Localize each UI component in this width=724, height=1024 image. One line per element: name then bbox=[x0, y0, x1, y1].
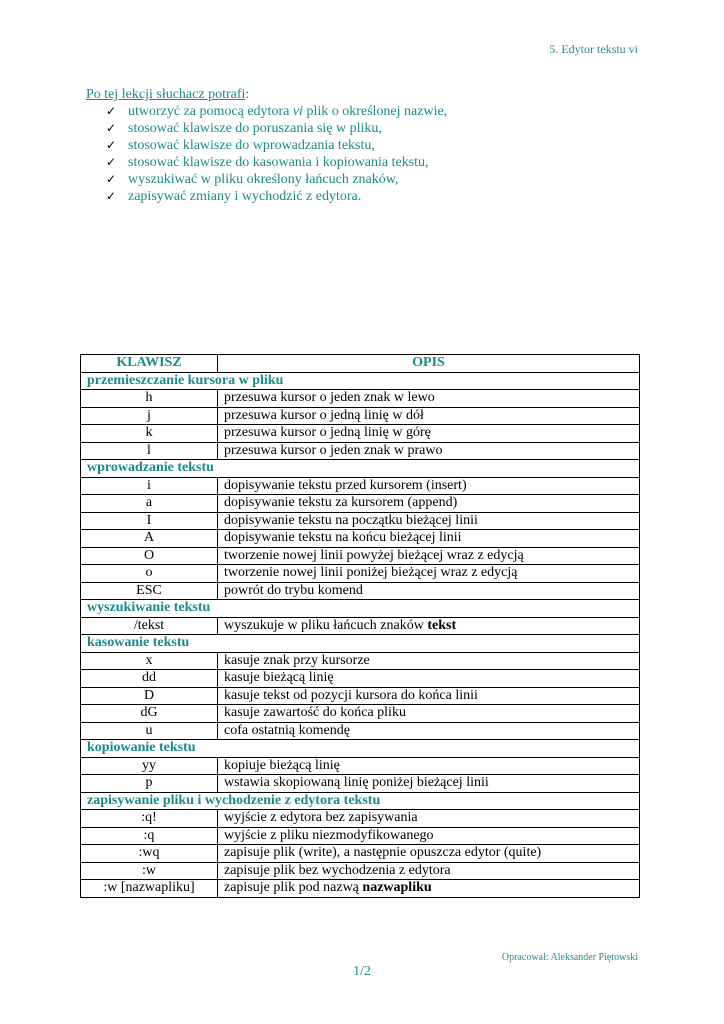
table-row bbox=[81, 722, 640, 740]
table-row bbox=[81, 407, 640, 425]
desc-text: dopisywanie tekstu przed kursorem (insert) bbox=[224, 477, 467, 493]
objective-text: utworzyć za pomocą edytora bbox=[128, 104, 293, 119]
desc-text: tworzenie nowej linii poniżej bieżącej wraz z edycją bbox=[224, 565, 518, 581]
desc-cell bbox=[218, 810, 640, 828]
table-row bbox=[81, 390, 640, 408]
desc-cell bbox=[218, 442, 640, 460]
desc-text: wstawia skopiowaną linię poniżej bieżącej linii bbox=[224, 775, 489, 791]
desc-text: kasuje zawartość do końca pliku bbox=[224, 705, 406, 721]
desc-cell bbox=[218, 880, 640, 898]
key-cell: j bbox=[81, 407, 218, 425]
table-row bbox=[81, 827, 640, 845]
desc-text: zapisuje plik bez wychodzenia z edytora bbox=[224, 862, 451, 878]
desc-cell bbox=[218, 827, 640, 845]
desc-cell bbox=[218, 722, 640, 740]
desc-cell bbox=[218, 845, 640, 863]
table-row bbox=[81, 477, 640, 495]
desc-text: przesuwa kursor o jeden znak w prawo bbox=[224, 442, 443, 458]
desc-cell bbox=[218, 775, 640, 793]
desc-cell bbox=[218, 425, 640, 443]
objectives-intro-line bbox=[86, 86, 646, 103]
header-key: KLAWISZ bbox=[81, 355, 218, 373]
desc-cell bbox=[218, 477, 640, 495]
table-row bbox=[81, 617, 640, 635]
key-cell: k bbox=[81, 425, 218, 443]
check-mark-icon: ✓ bbox=[106, 138, 117, 152]
objective-item bbox=[106, 120, 646, 137]
key-cell: D bbox=[81, 687, 218, 705]
key-cell: h bbox=[81, 390, 218, 408]
table-row bbox=[81, 547, 640, 565]
check-mark-icon: ✓ bbox=[106, 189, 117, 203]
objective-item bbox=[106, 154, 646, 171]
desc-cell bbox=[218, 512, 640, 530]
desc-cell bbox=[218, 757, 640, 775]
table-row bbox=[81, 775, 640, 793]
desc-text: wyjście z edytora bez zapisywania bbox=[224, 810, 418, 826]
key-cell: a bbox=[81, 495, 218, 513]
table-row bbox=[81, 495, 640, 513]
desc-cell bbox=[218, 495, 640, 513]
key-cell: :w bbox=[81, 862, 218, 880]
vi-keys-table bbox=[80, 354, 640, 898]
objective-text: stosować klawisze do wprowadzania tekstu, bbox=[128, 138, 375, 153]
desc-text: kasuje tekst od pozycji kursora do końca linii bbox=[224, 687, 478, 703]
objectives-intro-suffix: : bbox=[245, 87, 250, 102]
table-header-row bbox=[81, 355, 640, 373]
footer-author: Opracował: Aleksander Piętowski bbox=[501, 952, 638, 963]
section-title: zapisywanie pliku i wychodzenie z edytora tekstu bbox=[81, 792, 640, 810]
key-cell: :q bbox=[81, 827, 218, 845]
desc-text: dopisywanie tekstu na końcu bieżącej linii bbox=[224, 530, 462, 546]
table-row bbox=[81, 757, 640, 775]
check-mark-icon: ✓ bbox=[106, 104, 117, 118]
key-cell: yy bbox=[81, 757, 218, 775]
desc-cell bbox=[218, 547, 640, 565]
desc-cell bbox=[218, 617, 640, 635]
desc-text: zapisuje plik (write), a następnie opuszcza edytor (quite) bbox=[224, 845, 542, 861]
page-header-title: 5. Edytor tekstu vi bbox=[549, 42, 638, 56]
desc-text: dopisywanie tekstu na początku bieżącej linii bbox=[224, 512, 478, 528]
objective-text: stosować klawisze do kasowania i kopiowania tekstu, bbox=[128, 155, 429, 170]
table-row bbox=[81, 442, 640, 460]
table-row bbox=[81, 845, 640, 863]
section-title: kasowanie tekstu bbox=[81, 635, 640, 653]
desc-text: przesuwa kursor o jeden znak w lewo bbox=[224, 390, 435, 406]
key-cell: dd bbox=[81, 670, 218, 688]
desc-bold: tekst bbox=[427, 617, 457, 633]
section-row bbox=[81, 372, 640, 390]
objective-item bbox=[106, 171, 646, 188]
section-row bbox=[81, 792, 640, 810]
desc-text: wyjście z pliku niezmodyfikowanego bbox=[224, 827, 434, 843]
desc-cell bbox=[218, 652, 640, 670]
table-row bbox=[81, 880, 640, 898]
check-mark-icon: ✓ bbox=[106, 172, 117, 186]
key-cell: dG bbox=[81, 705, 218, 723]
key-cell: x bbox=[81, 652, 218, 670]
section-row bbox=[81, 740, 640, 758]
key-cell: :wq bbox=[81, 845, 218, 863]
key-cell: u bbox=[81, 722, 218, 740]
desc-text: kopiuje bieżącą linię bbox=[224, 757, 340, 773]
desc-cell bbox=[218, 565, 640, 583]
desc-text: kasuje znak przy kursorze bbox=[224, 652, 370, 668]
desc-text: wyszukuje w pliku łańcuch znaków bbox=[224, 617, 428, 633]
objectives-list bbox=[86, 103, 646, 205]
objective-text: stosować klawisze do poruszania się w pliku, bbox=[128, 121, 382, 136]
lesson-objectives bbox=[86, 86, 646, 205]
table-row bbox=[81, 670, 640, 688]
key-cell: p bbox=[81, 775, 218, 793]
section-row bbox=[81, 460, 640, 478]
desc-text: przesuwa kursor o jedną linię w dół bbox=[224, 407, 424, 423]
section-title: wyszukiwanie tekstu bbox=[81, 600, 640, 618]
desc-cell bbox=[218, 530, 640, 548]
objective-text: zapisywać zmiany i wychodzić z edytora. bbox=[128, 189, 362, 204]
objectives-intro: Po tej lekcji słuchacz potrafi bbox=[86, 87, 246, 102]
desc-text: zapisuje plik pod nazwą bbox=[224, 880, 363, 896]
section-row bbox=[81, 600, 640, 618]
section-row bbox=[81, 635, 640, 653]
key-cell: /tekst bbox=[81, 617, 218, 635]
key-cell: o bbox=[81, 565, 218, 583]
key-cell: :w [nazwapliku] bbox=[81, 880, 218, 898]
key-cell: I bbox=[81, 512, 218, 530]
desc-text: przesuwa kursor o jedną linię w górę bbox=[224, 425, 431, 441]
table-row bbox=[81, 425, 640, 443]
key-cell: i bbox=[81, 477, 218, 495]
table-body bbox=[81, 372, 640, 897]
section-title: przemieszczanie kursora w pliku bbox=[81, 372, 640, 390]
key-cell: l bbox=[81, 442, 218, 460]
desc-bold: nazwapliku bbox=[362, 880, 432, 896]
objective-item bbox=[106, 137, 646, 154]
check-mark-icon: ✓ bbox=[106, 155, 117, 169]
section-title: wprowadzanie tekstu bbox=[81, 460, 640, 478]
check-mark-icon: ✓ bbox=[106, 121, 117, 135]
desc-text: powrót do trybu komend bbox=[224, 582, 363, 598]
desc-cell bbox=[218, 390, 640, 408]
page-number: 1/2 bbox=[353, 964, 371, 979]
key-cell: ESC bbox=[81, 582, 218, 600]
table-row bbox=[81, 565, 640, 583]
table-row bbox=[81, 652, 640, 670]
desc-text: cofa ostatnią komendę bbox=[224, 722, 350, 738]
desc-cell bbox=[218, 582, 640, 600]
objective-item bbox=[106, 188, 646, 205]
section-title: kopiowanie tekstu bbox=[81, 740, 640, 758]
table-row bbox=[81, 810, 640, 828]
desc-cell bbox=[218, 862, 640, 880]
desc-text: tworzenie nowej linii powyżej bieżącej wraz z edycją bbox=[224, 547, 524, 563]
table-row bbox=[81, 705, 640, 723]
table-row bbox=[81, 512, 640, 530]
desc-cell bbox=[218, 670, 640, 688]
objective-text: wyszukiwać w pliku określony łańcuch znaków, bbox=[128, 172, 399, 187]
objective-item bbox=[106, 103, 646, 120]
table-row bbox=[81, 582, 640, 600]
key-cell: O bbox=[81, 547, 218, 565]
desc-cell bbox=[218, 407, 640, 425]
table-row bbox=[81, 530, 640, 548]
desc-text: dopisywanie tekstu za kursorem (append) bbox=[224, 495, 458, 511]
desc-cell bbox=[218, 687, 640, 705]
table-row bbox=[81, 687, 640, 705]
desc-cell bbox=[218, 705, 640, 723]
key-cell: A bbox=[81, 530, 218, 548]
table-row bbox=[81, 862, 640, 880]
objective-text-after: plik o określonej nazwie, bbox=[302, 104, 448, 119]
key-cell: :q! bbox=[81, 810, 218, 828]
desc-text: kasuje bieżącą linię bbox=[224, 670, 334, 686]
objective-emphasis: vi bbox=[292, 104, 303, 119]
header-desc: OPIS bbox=[218, 355, 640, 373]
